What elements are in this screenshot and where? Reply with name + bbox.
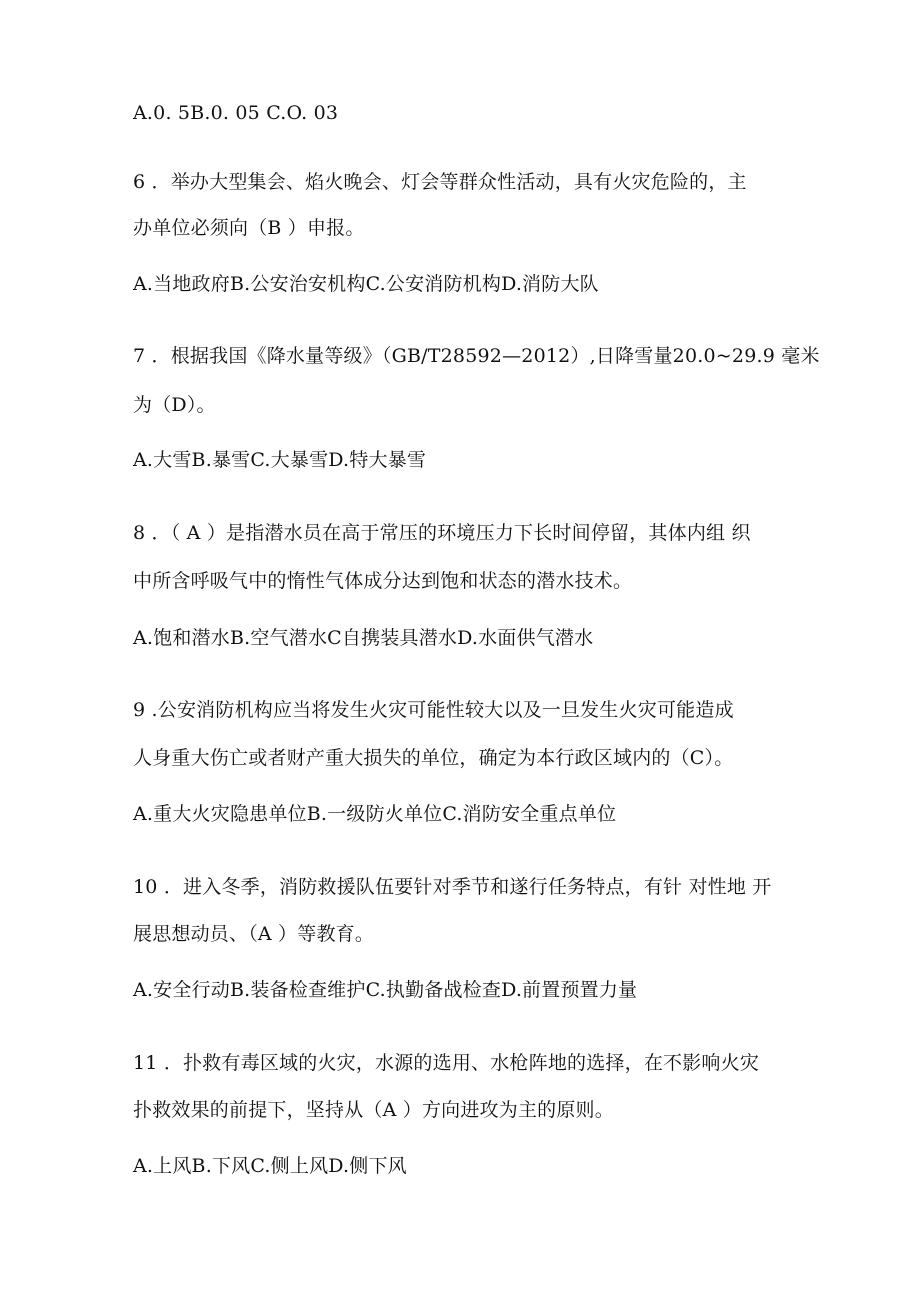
question-9-line-2: 人身重大伤亡或者财产重大损失的单位，确定为本行政区域内的（C）。	[133, 747, 734, 769]
option-line-q10: A.安全行动B.装备检查维护C.执勤备战检查D.前置预置力量	[133, 979, 638, 1001]
option-line-q9: A.重大火灾隐患单位B.一级防火单位C.消防安全重点单位	[133, 803, 617, 825]
question-10-line-1: 10 ．进入冬季，消防救援队伍要针对季节和遂行任务特点，有针 对性地 开	[133, 876, 772, 898]
question-7-line-2: 为（D）。	[133, 394, 216, 416]
option-line-q6: A.当地政府B.公安治安机构C.公安消防机构D.消防大队	[133, 273, 599, 295]
question-6-line-2: 办单位必须向（B ）申报。	[133, 217, 365, 239]
question-6-line-1: 6 ．举办大型集会、焰火晚会、灯会等群众性活动，具有火灾危险的，主	[133, 171, 747, 193]
option-line-q5: A.0. 5B.0. 05 C.O. 03	[133, 102, 339, 124]
question-9-line-1: 9 .公安消防机构应当将发生火灾可能性较大以及一旦发生火灾可能造成	[133, 699, 734, 721]
option-line-q8: A.饱和潜水B.空气潜水C自携装具潜水D.水面供气潜水	[133, 627, 594, 649]
option-line-q7: A.大雪B.暴雪C.大暴雪D.特大暴雪	[133, 449, 427, 471]
question-8-line-1: 8 ．（ A ）是指潜水员在高于常压的环境压力下长时间停留，其体内组 织	[133, 522, 751, 544]
question-8-line-2: 中所含呼吸气中的惰性气体成分达到饱和状态的潜水技术。	[133, 570, 633, 592]
question-11-line-1: 11 ．扑救有毒区域的火灾，水源的选用、水枪阵地的选择，在不影响火灾	[133, 1052, 760, 1074]
question-11-line-2: 扑救效果的前提下，坚持从（A ）方向进攻为主的原则。	[133, 1099, 614, 1121]
option-line-q11: A.上风B.下风C.侧上风D.侧下风	[133, 1155, 407, 1177]
question-10-line-2: 展思想动员、（A ）等教育。	[133, 923, 375, 945]
question-7-line-1: 7 ．根据我国《降水量等级》（GB/T28592—2012）,日降雪量20.0~29.9 毫米	[133, 345, 820, 367]
